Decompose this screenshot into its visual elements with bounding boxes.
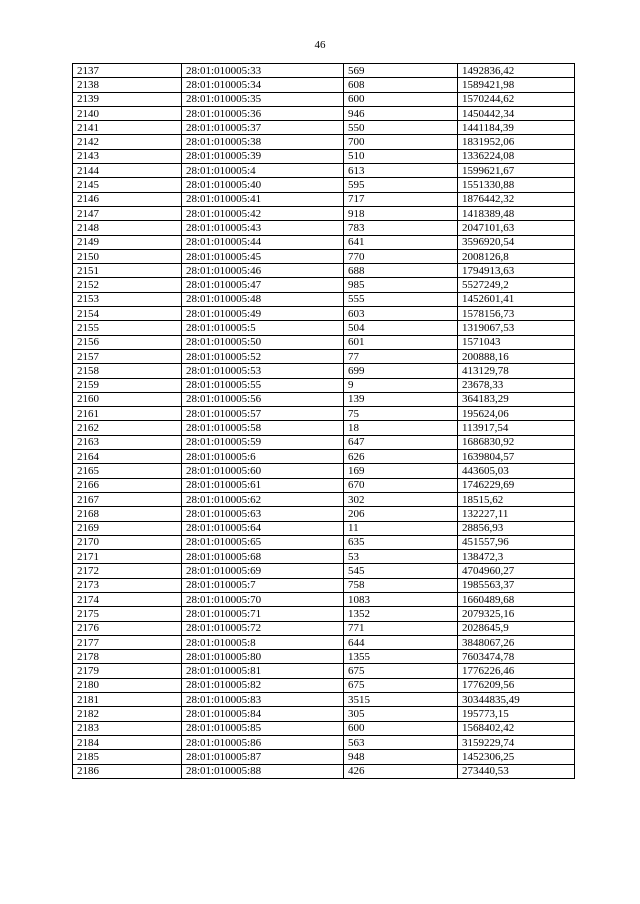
cadastral-number-cell: 28:01:010005:68 [182,550,344,564]
cadastral-number-cell: 28:01:010005:63 [182,507,344,521]
table-row [73,764,575,778]
cadastral-number-cell: 28:01:010005:46 [182,264,344,278]
cadastral-value-cell: 28856,93 [458,521,575,535]
area-cell: 545 [344,564,458,578]
row-number-cell: 2137 [73,64,182,78]
table-row [73,435,575,449]
cadastral-value-cell: 2079325,16 [458,607,575,621]
row-number-cell: 2174 [73,592,182,606]
table-row [73,307,575,321]
table-row [73,106,575,120]
area-cell: 918 [344,206,458,220]
cadastral-value-cell: 1599621,67 [458,164,575,178]
row-number-cell: 2147 [73,206,182,220]
cadastral-number-cell: 28:01:010005:37 [182,121,344,135]
cadastral-value-cell: 195773,15 [458,707,575,721]
cadastral-number-cell: 28:01:010005:35 [182,92,344,106]
table-row [73,278,575,292]
area-cell: 510 [344,149,458,163]
cadastral-value-cell: 1441184,39 [458,121,575,135]
table-row [73,721,575,735]
table-row [73,321,575,335]
cadastral-value-cell: 1571043 [458,335,575,349]
cadastral-number-cell: 28:01:010005:48 [182,292,344,306]
table-row [73,206,575,220]
table-row [73,235,575,249]
area-cell: 783 [344,221,458,235]
cadastral-value-cell: 1492836,42 [458,64,575,78]
cadastral-number-cell: 28:01:010005:33 [182,64,344,78]
table-row [73,78,575,92]
cadastral-value-cell: 2028645,9 [458,621,575,635]
cadastral-number-cell: 28:01:010005:61 [182,478,344,492]
cadastral-number-cell: 28:01:010005:57 [182,407,344,421]
cadastral-value-cell: 5527249,2 [458,278,575,292]
area-cell: 608 [344,78,458,92]
table-row [73,650,575,664]
cadastral-number-cell: 28:01:010005:81 [182,664,344,678]
area-cell: 169 [344,464,458,478]
cadastral-number-cell: 28:01:010005:41 [182,192,344,206]
table-row [73,192,575,206]
cadastral-value-table [72,63,575,779]
area-cell: 600 [344,92,458,106]
cadastral-value-cell: 1450442,34 [458,106,575,120]
table-row [73,521,575,535]
table-row [73,392,575,406]
area-cell: 613 [344,164,458,178]
row-number-cell: 2172 [73,564,182,578]
table-row [73,121,575,135]
area-cell: 3515 [344,693,458,707]
row-number-cell: 2181 [73,693,182,707]
cadastral-number-cell: 28:01:010005:71 [182,607,344,621]
table-row [73,407,575,421]
cadastral-number-cell: 28:01:010005:53 [182,364,344,378]
row-number-cell: 2166 [73,478,182,492]
cadastral-value-cell: 1746229,69 [458,478,575,492]
cadastral-value-cell: 443605,03 [458,464,575,478]
cadastral-number-cell: 28:01:010005:56 [182,392,344,406]
row-number-cell: 2184 [73,735,182,749]
row-number-cell: 2164 [73,450,182,464]
area-cell: 11 [344,521,458,535]
cadastral-value-cell: 138472,3 [458,550,575,564]
cadastral-value-cell: 4704960,27 [458,564,575,578]
area-cell: 302 [344,492,458,506]
table-row [73,264,575,278]
row-number-cell: 2179 [73,664,182,678]
area-cell: 595 [344,178,458,192]
cadastral-value-cell: 1776209,56 [458,678,575,692]
area-cell: 9 [344,378,458,392]
cadastral-value-cell: 1452306,25 [458,750,575,764]
area-cell: 305 [344,707,458,721]
area-cell: 1083 [344,592,458,606]
cadastral-number-cell: 28:01:010005:72 [182,621,344,635]
table-row [73,707,575,721]
table-row [73,249,575,263]
area-cell: 688 [344,264,458,278]
cadastral-number-cell: 28:01:010005:45 [182,249,344,263]
cadastral-value-cell: 1578156,73 [458,307,575,321]
row-number-cell: 2153 [73,292,182,306]
table-row [73,221,575,235]
table-row [73,378,575,392]
cadastral-value-cell: 1551330,88 [458,178,575,192]
area-cell: 675 [344,678,458,692]
cadastral-value-cell: 2008126,8 [458,249,575,263]
cadastral-value-cell: 3596920,54 [458,235,575,249]
area-cell: 670 [344,478,458,492]
row-number-cell: 2152 [73,278,182,292]
cadastral-number-cell: 28:01:010005:47 [182,278,344,292]
row-number-cell: 2169 [73,521,182,535]
cadastral-number-cell: 28:01:010005:87 [182,750,344,764]
area-cell: 700 [344,135,458,149]
cadastral-value-cell: 1776226,46 [458,664,575,678]
cadastral-number-cell: 28:01:010005:52 [182,349,344,363]
cadastral-value-cell: 1985563,37 [458,578,575,592]
table-row [73,607,575,621]
area-cell: 600 [344,721,458,735]
cadastral-value-cell: 1831952,06 [458,135,575,149]
row-number-cell: 2182 [73,707,182,721]
row-number-cell: 2159 [73,378,182,392]
cadastral-number-cell: 28:01:010005:7 [182,578,344,592]
area-cell: 1355 [344,650,458,664]
row-number-cell: 2161 [73,407,182,421]
cadastral-number-cell: 28:01:010005:44 [182,235,344,249]
table-row [73,507,575,521]
table-row [73,64,575,78]
area-cell: 504 [344,321,458,335]
area-cell: 675 [344,664,458,678]
area-cell: 139 [344,392,458,406]
table-row [73,349,575,363]
cadastral-value-cell: 273440,53 [458,764,575,778]
cadastral-value-cell: 1794913,63 [458,264,575,278]
cadastral-value-cell: 1660489,68 [458,592,575,606]
cadastral-value-cell: 7603474,78 [458,650,575,664]
row-number-cell: 2176 [73,621,182,635]
area-cell: 53 [344,550,458,564]
cadastral-value-cell: 1570244,62 [458,92,575,106]
cadastral-number-cell: 28:01:010005:62 [182,492,344,506]
row-number-cell: 2139 [73,92,182,106]
cadastral-number-cell: 28:01:010005:6 [182,450,344,464]
area-cell: 206 [344,507,458,521]
area-cell: 569 [344,64,458,78]
cadastral-number-cell: 28:01:010005:69 [182,564,344,578]
cadastral-number-cell: 28:01:010005:43 [182,221,344,235]
area-cell: 641 [344,235,458,249]
row-number-cell: 2150 [73,249,182,263]
table-row [73,421,575,435]
row-number-cell: 2162 [73,421,182,435]
area-cell: 770 [344,249,458,263]
table-body [73,64,575,779]
table-row [73,693,575,707]
row-number-cell: 2170 [73,535,182,549]
area-cell: 717 [344,192,458,206]
table-row [73,678,575,692]
cadastral-value-cell: 18515,62 [458,492,575,506]
row-number-cell: 2144 [73,164,182,178]
table-row [73,492,575,506]
cadastral-value-cell: 132227,11 [458,507,575,521]
cadastral-number-cell: 28:01:010005:55 [182,378,344,392]
area-cell: 77 [344,349,458,363]
area-cell: 635 [344,535,458,549]
table-row [73,478,575,492]
cadastral-number-cell: 28:01:010005:60 [182,464,344,478]
row-number-cell: 2145 [73,178,182,192]
cadastral-value-cell: 195624,06 [458,407,575,421]
row-number-cell: 2148 [73,221,182,235]
row-number-cell: 2140 [73,106,182,120]
row-number-cell: 2156 [73,335,182,349]
cadastral-value-cell: 1319067,53 [458,321,575,335]
table-row [73,564,575,578]
row-number-cell: 2155 [73,321,182,335]
cadastral-number-cell: 28:01:010005:49 [182,307,344,321]
table-row [73,621,575,635]
table-row [73,750,575,764]
cadastral-value-cell: 1589421,98 [458,78,575,92]
row-number-cell: 2168 [73,507,182,521]
row-number-cell: 2143 [73,149,182,163]
cadastral-number-cell: 28:01:010005:42 [182,206,344,220]
cadastral-value-cell: 413129,78 [458,364,575,378]
row-number-cell: 2186 [73,764,182,778]
cadastral-number-cell: 28:01:010005:59 [182,435,344,449]
table-row [73,464,575,478]
table-row [73,92,575,106]
cadastral-number-cell: 28:01:010005:83 [182,693,344,707]
row-number-cell: 2151 [73,264,182,278]
row-number-cell: 2185 [73,750,182,764]
row-number-cell: 2178 [73,650,182,664]
cadastral-number-cell: 28:01:010005:40 [182,178,344,192]
cadastral-number-cell: 28:01:010005:58 [182,421,344,435]
area-cell: 699 [344,364,458,378]
row-number-cell: 2173 [73,578,182,592]
row-number-cell: 2175 [73,607,182,621]
cadastral-number-cell: 28:01:010005:34 [182,78,344,92]
cadastral-value-cell: 1686830,92 [458,435,575,449]
page-number: 46 [314,39,326,51]
cadastral-number-cell: 28:01:010005:65 [182,535,344,549]
table-row [73,550,575,564]
cadastral-value-cell: 2047101,63 [458,221,575,235]
row-number-cell: 2171 [73,550,182,564]
area-cell: 626 [344,450,458,464]
area-cell: 555 [344,292,458,306]
area-cell: 985 [344,278,458,292]
table-row [73,178,575,192]
area-cell: 1352 [344,607,458,621]
row-number-cell: 2141 [73,121,182,135]
cadastral-number-cell: 28:01:010005:8 [182,635,344,649]
area-cell: 946 [344,106,458,120]
cadastral-value-cell: 1568402,42 [458,721,575,735]
area-cell: 75 [344,407,458,421]
cadastral-value-cell: 23678,33 [458,378,575,392]
cadastral-value-cell: 113917,54 [458,421,575,435]
area-cell: 426 [344,764,458,778]
area-cell: 563 [344,735,458,749]
row-number-cell: 2158 [73,364,182,378]
table-row [73,292,575,306]
cadastral-value-cell: 451557,96 [458,535,575,549]
area-cell: 771 [344,621,458,635]
row-number-cell: 2138 [73,78,182,92]
cadastral-number-cell: 28:01:010005:38 [182,135,344,149]
row-number-cell: 2165 [73,464,182,478]
cadastral-number-cell: 28:01:010005:50 [182,335,344,349]
table-row [73,535,575,549]
cadastral-value-cell: 1639804,57 [458,450,575,464]
cadastral-number-cell: 28:01:010005:82 [182,678,344,692]
row-number-cell: 2146 [73,192,182,206]
cadastral-value-cell: 3848067,26 [458,635,575,649]
table-row [73,635,575,649]
area-cell: 758 [344,578,458,592]
cadastral-value-cell: 3159229,74 [458,735,575,749]
table-row [73,450,575,464]
area-cell: 18 [344,421,458,435]
row-number-cell: 2142 [73,135,182,149]
cadastral-value-cell: 1418389,48 [458,206,575,220]
cadastral-number-cell: 28:01:010005:39 [182,149,344,163]
cadastral-number-cell: 28:01:010005:36 [182,106,344,120]
table-row [73,578,575,592]
table-row [73,364,575,378]
cadastral-value-cell: 1336224,08 [458,149,575,163]
cadastral-number-cell: 28:01:010005:85 [182,721,344,735]
cadastral-number-cell: 28:01:010005:64 [182,521,344,535]
table-row [73,335,575,349]
row-number-cell: 2154 [73,307,182,321]
cadastral-value-cell: 1876442,32 [458,192,575,206]
table-row [73,592,575,606]
cadastral-number-cell: 28:01:010005:86 [182,735,344,749]
area-cell: 948 [344,750,458,764]
cadastral-number-cell: 28:01:010005:80 [182,650,344,664]
area-cell: 601 [344,335,458,349]
row-number-cell: 2183 [73,721,182,735]
table-row [73,135,575,149]
cadastral-number-cell: 28:01:010005:5 [182,321,344,335]
row-number-cell: 2157 [73,349,182,363]
table-row [73,735,575,749]
row-number-cell: 2180 [73,678,182,692]
cadastral-value-cell: 364183,29 [458,392,575,406]
cadastral-value-cell: 30344835,49 [458,693,575,707]
row-number-cell: 2149 [73,235,182,249]
table-row [73,164,575,178]
area-cell: 603 [344,307,458,321]
table-row [73,149,575,163]
cadastral-number-cell: 28:01:010005:4 [182,164,344,178]
row-number-cell: 2177 [73,635,182,649]
area-cell: 644 [344,635,458,649]
area-cell: 550 [344,121,458,135]
cadastral-value-cell: 200888,16 [458,349,575,363]
cadastral-number-cell: 28:01:010005:88 [182,764,344,778]
cadastral-number-cell: 28:01:010005:84 [182,707,344,721]
row-number-cell: 2167 [73,492,182,506]
cadastral-value-cell: 1452601,41 [458,292,575,306]
table-row [73,664,575,678]
row-number-cell: 2163 [73,435,182,449]
cadastral-number-cell: 28:01:010005:70 [182,592,344,606]
area-cell: 647 [344,435,458,449]
row-number-cell: 2160 [73,392,182,406]
